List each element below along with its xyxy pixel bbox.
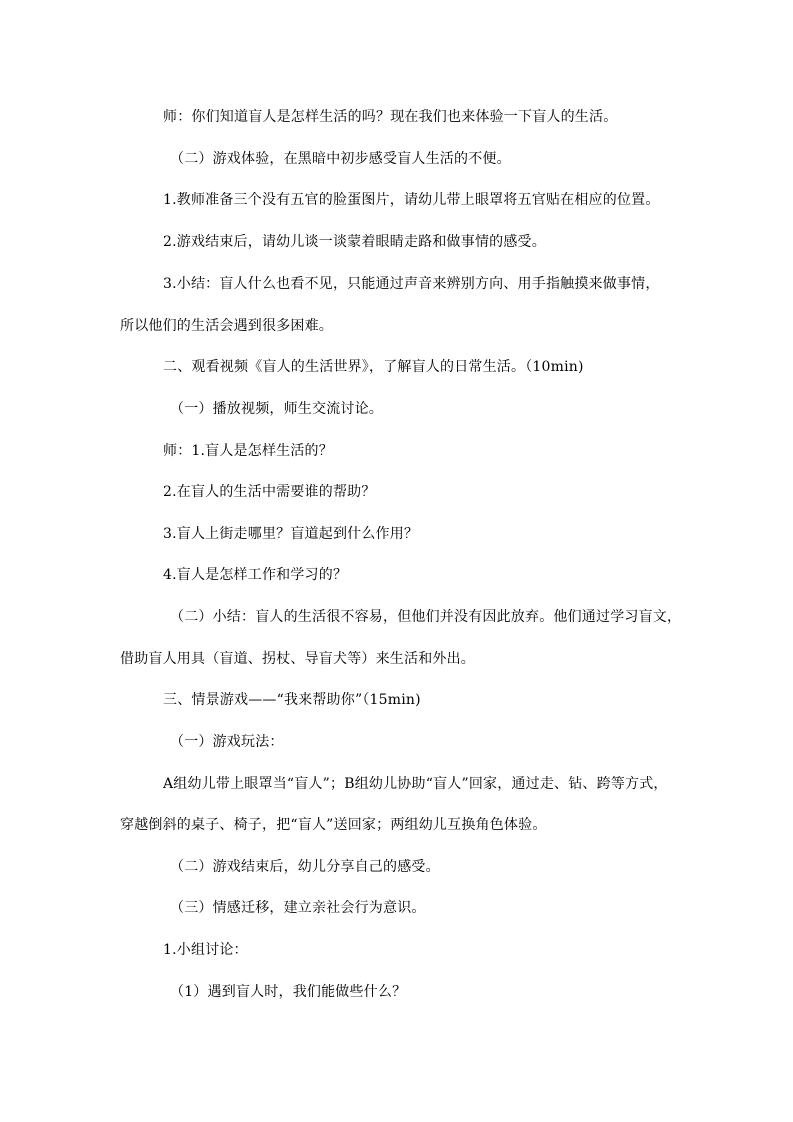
step-3-line: 3.小结：盲人什么也看不见，只能通过声音来辨别方向、用手指触摸来做事情， [163, 276, 660, 292]
summary-continuation: 借助盲人用具（盲道、拐杖、导盲犬等）来生活和外出。 [120, 651, 475, 667]
step-3-continuation: 所以他们的生活会遇到很多困难。 [120, 318, 333, 334]
game-rules-continuation: 穿越倒斜的桌子、椅子，把“盲人”送回家；两组幼儿互换角色体验。 [120, 817, 547, 833]
subsection-play-video: （一）播放视频，师生交流讨论。 [170, 401, 383, 417]
step-1-line: 1.教师准备三个没有五官的脸蛋图片，请幼儿带上眼罩将五官贴在相应的位置。 [163, 192, 660, 208]
game-rules-line: A组幼儿带上眼罩当“盲人”；B组幼儿协助“盲人”回家，通过走、钻、跨等方式， [163, 776, 668, 792]
group-discussion-line: 1.小组讨论： [163, 942, 248, 958]
subsection-game-rules: （一）游戏玩法： [170, 734, 284, 750]
teacher-question-line: 师：你们知道盲人是怎样生活的吗？现在我们也来体验一下盲人的生活。 [163, 109, 618, 125]
section-heading-video: 二、观看视频《盲人的生活世界》，了解盲人的日常生活。（10min) [163, 359, 584, 375]
subsection-emotion-transfer: （三）情感迁移，建立亲社会行为意识。 [170, 900, 426, 916]
step-2-line: 2.游戏结束后，请幼儿谈一谈蒙着眼睛走路和做事情的感受。 [163, 234, 546, 250]
section-heading-game-experience: （二）游戏体验，在黑暗中初步感受盲人生活的不便。 [170, 151, 511, 167]
question-3-line: 3.盲人上街走哪里？盲道起到什么作用？ [163, 526, 419, 542]
question-2-line: 2.在盲人的生活中需要谁的帮助？ [163, 484, 376, 500]
discussion-question-1: （1）遇到盲人时，我们能做些什么？ [170, 984, 407, 1000]
subsection-share-feelings: （二）游戏结束后，幼儿分享自己的感受。 [170, 859, 440, 875]
summary-line: （二）小结：盲人的生活很不容易，但他们并没有因此放弃。他们通过学习盲文， [170, 609, 682, 625]
section-heading-role-play: 三、情景游戏——“我来帮助你”（15min) [163, 692, 421, 708]
question-4-line: 4.盲人是怎样工作和学习的？ [163, 567, 348, 583]
question-1-line: 师：1.盲人是怎样生活的？ [163, 443, 333, 459]
